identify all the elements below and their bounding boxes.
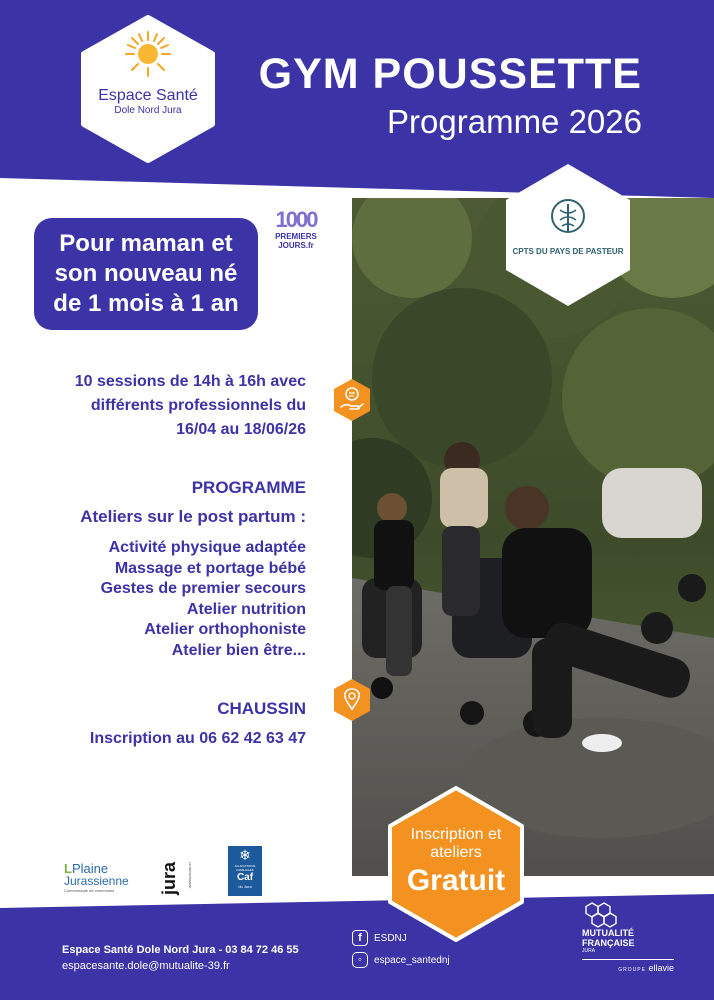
espace-sante-name: Espace Santé: [98, 87, 198, 104]
programme-heading: PROGRAMME: [191, 478, 306, 497]
audience-line-1: Pour maman et: [59, 230, 233, 257]
mutualite-francaise-logo: [582, 902, 692, 973]
sessions-line-3: 16/04 au 18/06/26: [176, 421, 306, 438]
programme-item: Atelier orthophoniste: [144, 621, 306, 638]
cpts-name: CPTS DU PAYS DE PASTEUR: [512, 247, 624, 256]
facebook-handle: ESDNJ: [374, 932, 407, 944]
gratuit-line2: ateliers: [430, 844, 482, 861]
location-inscription: Inscription au 06 62 42 63 47: [89, 730, 306, 747]
programme-item: Atelier bien être...: [171, 641, 306, 659]
jura-word: jura: [159, 862, 179, 896]
plaine-line2: Jurassienne: [64, 874, 129, 888]
espace-sante-logo: [86, 30, 210, 116]
logo-1000-line2: JOURS.fr: [278, 241, 314, 250]
hand-chat-icon: [332, 378, 372, 422]
caf-line2: Caf: [236, 872, 254, 883]
mutualite-line1: MUTUALITÉ: [582, 928, 634, 938]
jura-sub: LE DÉPARTEMENT: [188, 862, 192, 889]
location-pin-icon: [332, 678, 372, 722]
ellavie-label: ellavie: [648, 963, 674, 973]
programme-subheading: Ateliers sur le post partum :: [80, 507, 306, 526]
page-title-block: [259, 48, 642, 144]
facebook-link[interactable]: [352, 930, 407, 946]
logo-1000-line1: PREMIERS: [275, 232, 317, 241]
instagram-icon: ◦: [352, 952, 368, 968]
mutualite-line3: JURA: [582, 948, 596, 954]
gratuit-big: Gratuit: [406, 864, 506, 897]
programme-list: [101, 538, 306, 661]
honeycomb-icon: [582, 902, 622, 928]
groupe-label: GROUPE: [618, 967, 646, 973]
page-subtitle: Programme 2026: [387, 103, 642, 140]
plaine-line3: Communauté de communes: [64, 888, 115, 893]
gratuit-line1: Inscription et: [410, 826, 502, 843]
programme-item: Massage et portage bébé: [114, 559, 306, 577]
footer-contact: Espace Santé Dole Nord Jura - 03 84 72 46 55: [62, 944, 299, 956]
sessions-line-1: 10 sessions de 14h à 16h avec: [74, 373, 306, 390]
footer-email[interactable]: espacesante.dole@mutualite-39.fr: [62, 960, 230, 972]
audience-pill: [34, 218, 258, 330]
espace-sante-sub: Dole Nord Jura: [114, 105, 182, 116]
mutualite-line2: FRANÇAISE: [582, 938, 635, 948]
caf-line3: du Jura: [238, 884, 252, 889]
instagram-link[interactable]: [352, 952, 450, 968]
audience-line-2: son nouveau né: [54, 260, 238, 287]
caduceus-icon: [550, 198, 586, 238]
page-title: GYM POUSSETTE: [258, 50, 642, 98]
logo-1000-premiers-jours: [268, 208, 324, 250]
caf-logo: ❄ ALLOCATIONS FAMILIALES Caf du Jura: [228, 846, 262, 896]
programme-item: Gestes de premier secours: [100, 580, 306, 597]
cpts-logo: [508, 198, 628, 256]
programme-item: Atelier nutrition: [186, 600, 306, 618]
location-city: CHAUSSIN: [217, 699, 306, 718]
sessions-text: [75, 370, 306, 442]
audience-line-3: de 1 mois à 1 an: [53, 290, 239, 317]
plaine-line1: Plaine: [71, 861, 109, 876]
sun-icon: [124, 30, 172, 78]
logo-1000-number: 1000: [275, 207, 317, 232]
programme-item: Activité physique adaptée: [108, 539, 306, 556]
facebook-icon: f: [352, 930, 368, 946]
sessions-line-2: différents professionnels du: [90, 397, 306, 414]
plaine-jurassienne-logo: LPlaine Jurassienne Communauté de communes: [64, 862, 140, 894]
caf-line1: ALLOCATIONS FAMILIALES: [234, 864, 256, 872]
instagram-handle: espace_santednj: [374, 954, 450, 966]
